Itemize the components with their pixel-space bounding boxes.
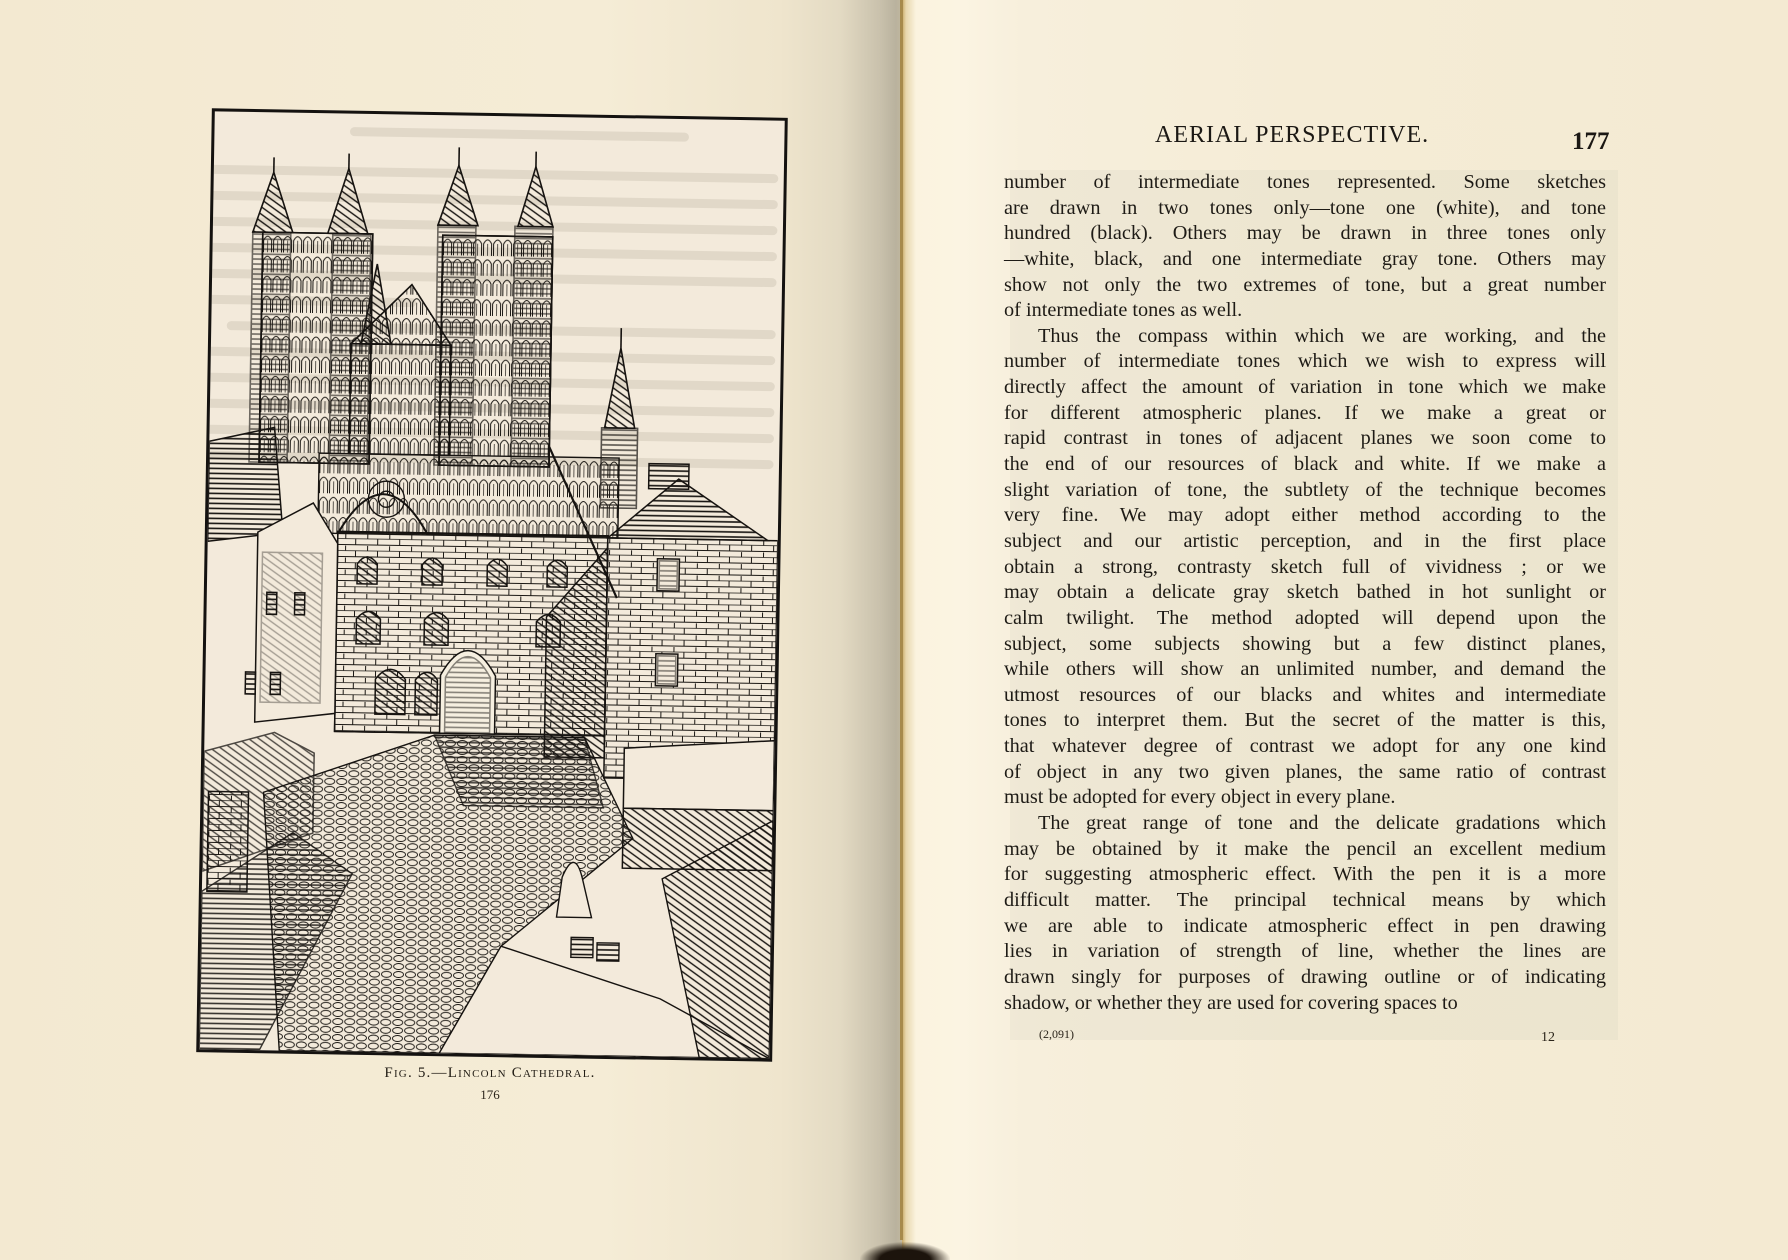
- figure-caption: Fig. 5.—Lincoln Cathedral.: [384, 1065, 596, 1081]
- book-gutter: [900, 0, 903, 1240]
- text-line: must be adopted for every object in every plane.: [1004, 786, 1396, 809]
- text-line: difficult matter. The principal technical means by which: [1004, 888, 1606, 911]
- text-line: calm twilight. The method adopted will depend upon the: [1004, 606, 1606, 629]
- figure-lincoln-cathedral: [196, 108, 788, 1061]
- cathedral-illustration: [199, 111, 784, 1058]
- text-line: for different atmospheric planes. If we make a great or: [1004, 401, 1606, 424]
- text-line: that whatever degree of contrast we adopt for any one kind: [1004, 735, 1606, 758]
- signature-mark: (2,091): [1039, 1027, 1074, 1041]
- text-line: number of intermediate tones which we wish to express will: [1004, 350, 1606, 373]
- paragraph: [1004, 811, 1606, 1016]
- text-line: of object in any two given planes, the same ratio of contrast: [1004, 760, 1606, 783]
- text-line: The great range of tone and the delicate gradations which: [1038, 812, 1606, 835]
- text-line: subject, some subjects showing but a few distinct planes,: [1004, 632, 1606, 655]
- text-line: for suggesting atmospheric effect. With the pen it is a more: [1004, 863, 1606, 886]
- text-line: obtain a strong, contrasty sketch full of vividness ; or we: [1004, 555, 1606, 578]
- text-line: number of intermediate tones represented. Some sketches: [1004, 171, 1606, 193]
- signature-number: 12: [1541, 1030, 1555, 1045]
- text-line: directly affect the amount of variation in tone which we make: [1004, 376, 1606, 399]
- body-text: [1004, 170, 1606, 1016]
- text-line: rapid contrast in tones of adjacent planes we soon come to: [1004, 427, 1606, 450]
- text-line: very fine. We may adopt either method according to the: [1004, 504, 1606, 527]
- text-line: shadow, or whether they are used for covering spaces to: [1004, 991, 1458, 1014]
- text-line: Thus the compass within which we are working, and the: [1038, 324, 1606, 347]
- text-line: hundred (black). Others may be drawn in three tones only: [1004, 222, 1606, 245]
- text-line: while others will show an unlimited number, and demand the: [1004, 658, 1606, 681]
- text-line: utmost resources of our blacks and whites and intermediate: [1004, 683, 1606, 706]
- west-front-arcade: [318, 453, 619, 538]
- text-line: subject and our artistic perception, and in the first place: [1004, 529, 1606, 552]
- text-line: —white, black, and one intermediate gray tone. Others may: [1004, 247, 1606, 270]
- text-line: we are able to indicate atmospheric effect in pen drawing: [1004, 914, 1606, 937]
- paragraph: [1004, 324, 1606, 811]
- text-line: of intermediate tones as well.: [1004, 299, 1243, 322]
- text-line: drawn singly for purposes of drawing outline or of indicating: [1004, 965, 1606, 988]
- paragraph: [1004, 170, 1606, 324]
- text-line: are drawn in two tones only—tone one (white), and tone: [1004, 196, 1606, 219]
- text-line: the end of our resources of black and white. If we make a: [1004, 453, 1606, 476]
- page-number-right: 177: [1572, 128, 1610, 155]
- text-line: may obtain a delicate gray sketch bathed in hot sunlight or: [1004, 581, 1606, 604]
- spine-shadow: [860, 1242, 950, 1260]
- text-line: may be obtained by it make the pencil an excellent medium: [1004, 837, 1606, 860]
- text-line: slight variation of tone, the subtlety of the technique becomes: [1004, 478, 1606, 501]
- text-line: show not only the two extremes of tone, but a great number: [1004, 273, 1606, 296]
- running-head: AERIAL PERSPECTIVE.: [1155, 122, 1430, 148]
- text-line: lies in variation of strength of line, whether the lines are: [1004, 940, 1606, 963]
- page-number-left: 176: [480, 1087, 500, 1102]
- text-line: tones to interpret them. But the secret of the matter is this,: [1004, 709, 1606, 732]
